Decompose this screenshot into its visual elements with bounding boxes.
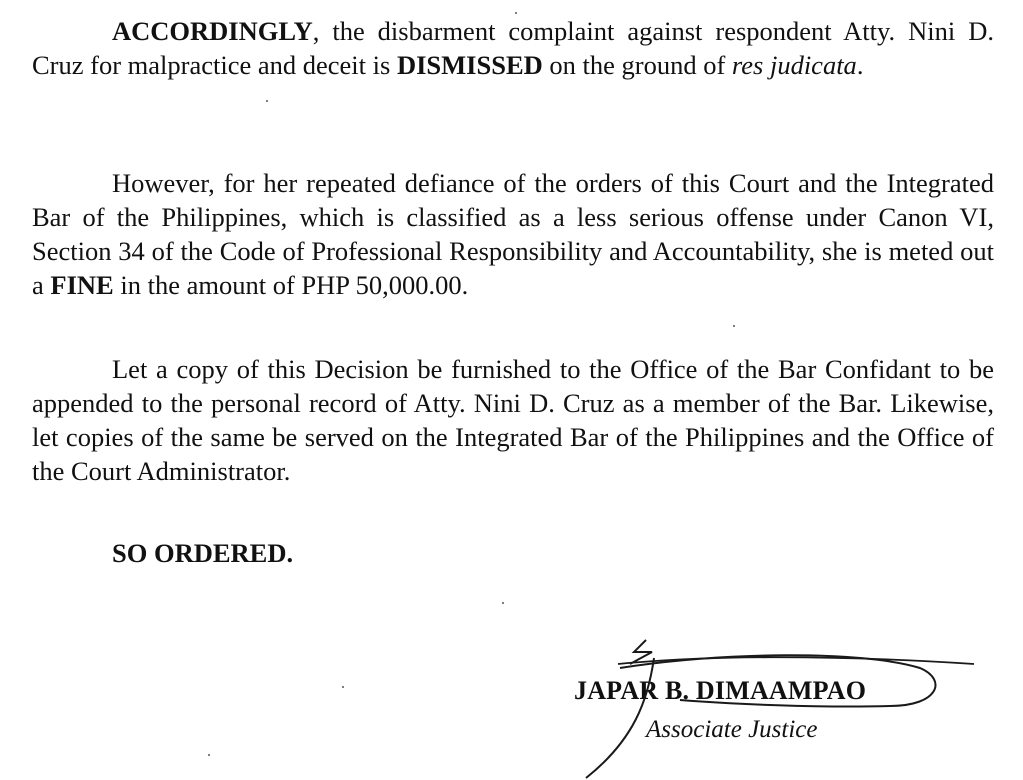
dismissed-emphasis: DISMISSED — [396, 50, 543, 80]
paragraph1-text1: , the disbarment complaint against respondent Atty. Nini D. Cruz for malpractice and deceit is — [32, 16, 994, 80]
scan-speck — [266, 100, 268, 102]
signatory-title: Associate Justice — [646, 716, 818, 743]
signature-block — [560, 630, 1000, 780]
scan-speck — [515, 12, 517, 14]
dispositive-paragraph — [32, 14, 994, 82]
paragraph3-text: Let a copy of this Decision be furnished to the Office of the Bar Confidant to be appended to the personal record of Atty. Nini D. Cruz as a member of the Bar. Likewise, let copies of the same be served on the Integrated Bar of the Philippines and the Office of the Court Administrator. — [32, 354, 994, 486]
fine-emphasis: FINE — [50, 270, 114, 300]
fine-paragraph — [32, 166, 994, 302]
furnish-copy-paragraph — [32, 352, 994, 488]
paragraph2-text2: in the amount of PHP 50,000.00. — [113, 270, 469, 300]
paragraph1-text2: on the ground of — [542, 50, 732, 80]
scan-speck — [342, 686, 344, 688]
so-ordered-closing: SO ORDERED. — [112, 538, 294, 568]
scan-speck — [733, 325, 735, 327]
scan-speck — [502, 602, 504, 604]
scan-speck — [208, 754, 210, 756]
accordingly-lead: ACCORDINGLY — [112, 16, 313, 46]
paragraph2-text1: However, for her repeated defiance of the orders of this Court and the Integrated Bar of the Philippines, which is classified as a less serious offense under Canon VI, Section 34 of the Code of Professional Responsibility and Accountability, she is meted out a — [32, 168, 994, 300]
signatory-name: JAPAR B. DIMAAMPAO — [574, 676, 867, 705]
paragraph1-end: . — [856, 50, 864, 80]
res-judicata-term: res judicata — [731, 50, 857, 80]
